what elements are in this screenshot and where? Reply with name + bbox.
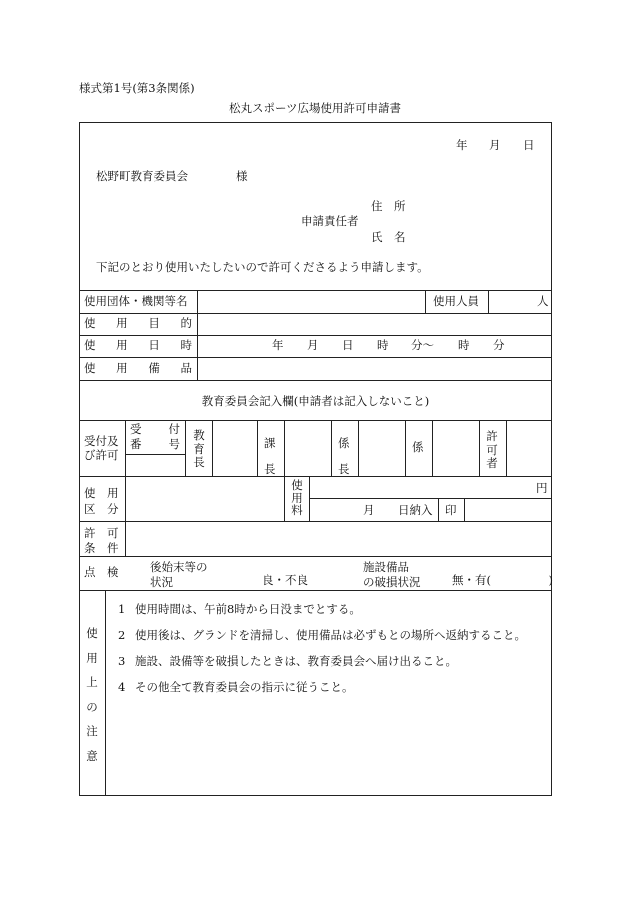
uketsuke-label: 受 付 xyxy=(130,422,180,436)
column-divider xyxy=(257,420,258,476)
fee-label: 使 用 料 xyxy=(291,478,303,517)
usage-notes-label: 使 用 上 の 注 意 xyxy=(86,626,98,763)
column-divider xyxy=(405,420,406,476)
addressee-honorific: 様 xyxy=(236,169,248,183)
purpose-label: 使 用 目 的 xyxy=(84,316,192,330)
equipment-label: 使 用 備 品 xyxy=(84,361,192,375)
column-divider xyxy=(331,420,332,476)
column-divider xyxy=(284,476,285,521)
datetime-minute-to[interactable]: 分 xyxy=(493,338,505,352)
people-count-label: 使用人員 xyxy=(433,294,479,308)
permit-conditions-label: 許 可 条 件 xyxy=(84,526,119,555)
equipment-field[interactable] xyxy=(198,358,551,380)
row-divider xyxy=(79,335,552,336)
datetime-hour-to[interactable]: 時 xyxy=(458,338,470,352)
date-day-label[interactable]: 日 xyxy=(523,138,535,152)
datetime-year[interactable]: 年 xyxy=(272,338,284,352)
staff-seal-field[interactable] xyxy=(433,421,479,476)
applicant-label: 申請責任者 xyxy=(301,214,359,228)
seal-label: 印 xyxy=(445,503,457,517)
cleanup-status-label: 後始末等の 状況 xyxy=(150,560,208,589)
group-name-label: 使用団体・機関等名 xyxy=(84,294,188,308)
form-title: 松丸スポーツ広場使用許可申請書 xyxy=(228,101,402,115)
column-divider xyxy=(438,498,439,521)
permit-conditions-field[interactable] xyxy=(126,522,551,556)
fee-payment-month[interactable]: 月 xyxy=(363,503,375,517)
committee-heading: 教育委員会記入欄(申請者は記入しないこと) xyxy=(201,394,430,408)
bango-label: 番 号 xyxy=(130,437,180,451)
note-number: 1 xyxy=(118,602,126,616)
note-number: 4 xyxy=(118,680,126,694)
column-divider xyxy=(185,420,186,476)
superintendent-seal-field[interactable] xyxy=(213,421,257,476)
section-chief-label: 課 長 xyxy=(264,436,276,476)
date-month-label[interactable]: 月 xyxy=(489,138,501,152)
note-text: 施設、設備等を破損したときは、教育委員会へ届け出ること。 xyxy=(135,654,457,668)
datetime-hour[interactable]: 時 xyxy=(377,338,389,352)
row-divider xyxy=(79,556,552,557)
usage-class-field[interactable] xyxy=(126,477,284,521)
subsection-chief-seal-field[interactable] xyxy=(359,421,405,476)
column-divider xyxy=(479,420,480,476)
damage-yes-no-option[interactable]: 無・有( ) xyxy=(452,573,553,587)
superintendent-label: 教 育 長 xyxy=(193,428,205,469)
purpose-field[interactable] xyxy=(198,314,551,335)
date-year-label[interactable]: 年 xyxy=(456,138,468,152)
applicant-address-label[interactable]: 住 所 xyxy=(371,199,406,213)
approver-seal-field[interactable] xyxy=(507,421,551,476)
note-text: 使用後は、グランドを清掃し、使用備品は必ずもとの場所へ返納すること。 xyxy=(135,628,526,642)
staff-label: 係 xyxy=(412,440,424,454)
people-unit: 人 xyxy=(537,294,549,308)
row-divider xyxy=(79,590,552,591)
subsection-chief-label: 係 長 xyxy=(338,436,350,476)
datetime-month[interactable]: 月 xyxy=(307,338,319,352)
seal-field[interactable] xyxy=(465,499,551,521)
group-name-field[interactable] xyxy=(198,291,425,313)
row-divider xyxy=(79,380,552,381)
datetime-label: 使 用 日 時 xyxy=(84,338,192,352)
good-bad-option[interactable]: 良・不良 xyxy=(262,573,308,587)
applicant-name-label[interactable]: 氏 名 xyxy=(371,230,406,244)
column-divider xyxy=(105,590,106,796)
fee-payment-day[interactable]: 日納入 xyxy=(398,503,433,517)
datetime-day[interactable]: 日 xyxy=(342,338,354,352)
datetime-minute-from[interactable]: 分〜 xyxy=(411,338,434,352)
note-text: その他全て教育委員会の指示に従うこと。 xyxy=(135,680,354,694)
facility-damage-label: 施設備品 の破損状況 xyxy=(363,560,421,589)
addressee: 松野町教育委員会 xyxy=(96,169,188,183)
note-text: 使用時間は、午前8時から日没までとする。 xyxy=(135,602,361,616)
note-number: 3 xyxy=(118,654,126,668)
reception-label: 受付及 び許可 xyxy=(84,434,119,462)
approver-label: 許 可 者 xyxy=(486,429,498,470)
usage-class-label: 使 用 区 分 xyxy=(84,486,119,516)
column-divider xyxy=(425,290,426,313)
form-number: 様式第1号(第3条関係) xyxy=(79,81,195,95)
request-statement: 下記のとおり使用いたしたいので許可くださるよう申請します。 xyxy=(96,260,429,274)
note-number: 2 xyxy=(118,628,126,642)
reception-number-field[interactable] xyxy=(126,455,185,476)
section-chief-seal-field[interactable] xyxy=(285,421,331,476)
people-count-field[interactable] xyxy=(489,291,539,313)
fee-yen-unit: 円 xyxy=(536,481,548,495)
inspection-label: 点 検 xyxy=(84,565,119,579)
fee-amount-field[interactable] xyxy=(310,477,535,498)
